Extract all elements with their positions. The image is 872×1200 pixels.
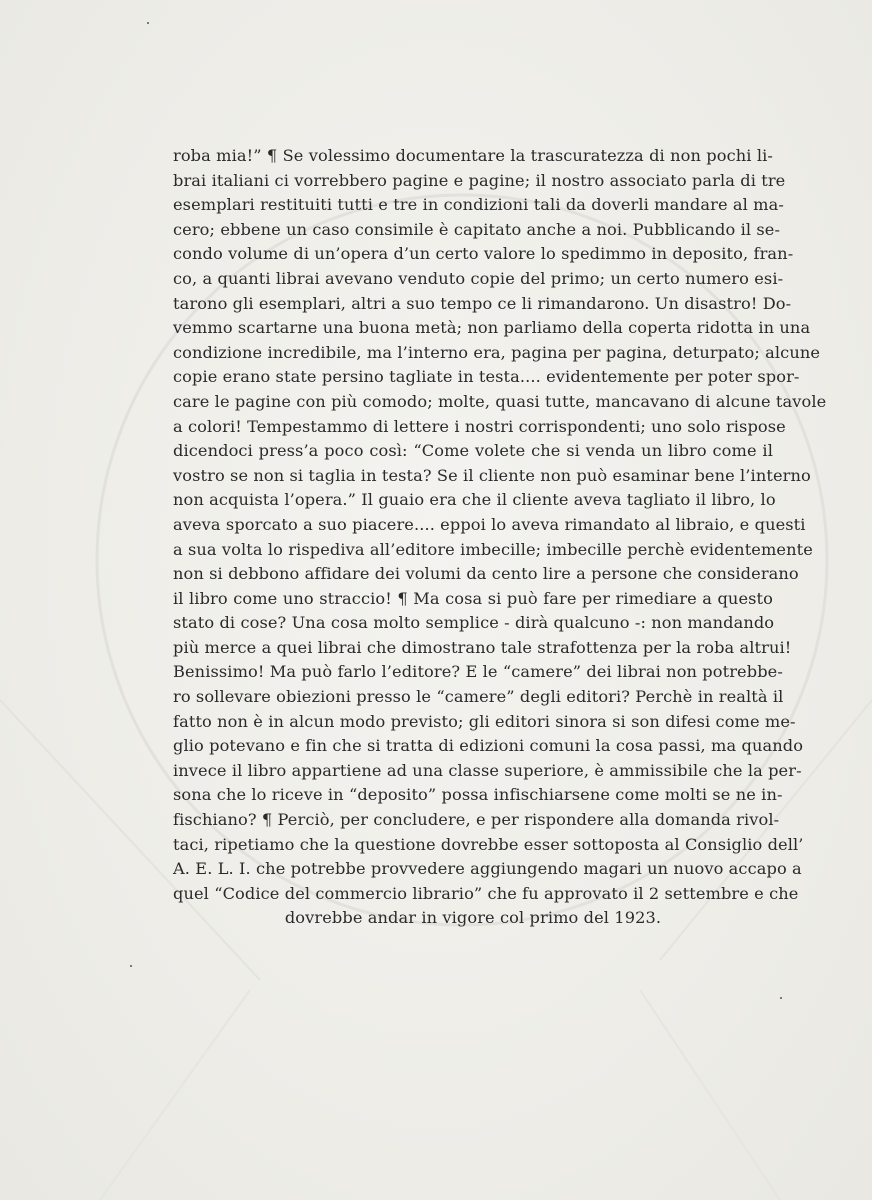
text-line: a colori! Tempestammo di lettere i nostri corrispondenti; uno solo rispose [173, 416, 786, 436]
text-line: fischiano? ¶ Perciò, per concludere, e per rispondere alla domanda rivol- [173, 810, 780, 830]
paper-speck [147, 22, 149, 24]
paper-speck [130, 965, 132, 967]
text-line: fatto non è in alcun modo previsto; gli editori sinora si son difesi come me- [173, 711, 796, 731]
text-line: aveva sporcato a suo piacere.... eppoi lo aveva rimandato al libraio, e questi [173, 514, 806, 534]
text-line: ro sollevare obiezioni presso le “camere” degli editori? Perchè in realtà il [173, 687, 784, 707]
text-line-final: dovrebbe andar in vigore col primo del 1923. [284, 908, 662, 928]
text-line: quel “Codice del commercio librario” che fu approvato il 2 settembre e che [173, 883, 799, 903]
text-line: più merce a quei librai che dimostrano tale strafottenza per la roba altrui! [173, 637, 792, 657]
text-line: Benissimo! Ma può farlo l’editore? E le “camere” dei librai non potrebbe- [173, 662, 783, 682]
text-line: dicendoci press’a poco così: “Come volete che si venda un libro come il [173, 441, 773, 461]
text-line: taci, ripetiamo che la questione dovrebbe esser sottoposta al Consiglio dell’ [173, 834, 804, 854]
text-line: a sua volta lo rispediva all’editore imbecille; imbecille perchè evidentemente [173, 539, 813, 559]
body-text [173, 144, 827, 931]
text-line: vemmo scartarne una buona metà; non parliamo della coperta ridotta in una [173, 318, 811, 338]
text-line: non si debbono affidare dei volumi da cento lire a persone che considerano [173, 564, 799, 584]
text-line: invece il libro appartiene ad una classe superiore, è ammissibile che la per- [173, 760, 802, 780]
text-line: condizione incredibile, ma l’interno era, pagina per pagina, deturpato; alcune [173, 342, 821, 362]
text-line: roba mia!” ¶ Se volessimo documentare la trascuratezza di non pochi li- [173, 146, 773, 165]
text-line: sona che lo riceve in “deposito” possa infischiarsene come molti se ne in- [173, 785, 783, 805]
text-line: tarono gli esemplari, altri a suo tempo ce li rimandarono. Un disastro! Do- [173, 293, 792, 313]
paper-speck [780, 997, 782, 999]
text-line: A. E. L. I. che potrebbe provvedere aggiungendo magari un nuovo accapo a [173, 859, 802, 879]
text-line: non acquista l’opera.” Il guaio era che il cliente aveva tagliato il libro, lo [173, 490, 776, 510]
text-line: stato di cose? Una cosa molto semplice - dirà qualcuno -: non mandando [173, 613, 775, 633]
text-line: esemplari restituiti tutti e tre in condizioni tali da doverli mandare al ma- [173, 195, 784, 215]
text-line: vostro se non si taglia in testa? Se il cliente non può esaminar bene l’interno [173, 465, 811, 485]
text-line: care le pagine con più comodo; molte, quasi tutte, mancavano di alcune tavole [173, 391, 827, 411]
text-line: condo volume di un’opera d’un certo valore lo spedimmo in deposito, fran- [173, 244, 794, 264]
text-line: co, a quanti librai avevano venduto copie del primo; un certo numero esi- [173, 268, 784, 288]
text-line: copie erano state persino tagliate in testa.... evidentemente per poter spor- [173, 367, 800, 387]
text-line: il libro come uno straccio! ¶ Ma cosa si può fare per rimediare a questo [173, 588, 773, 608]
text-line: brai italiani ci vorrebbero pagine e pagine; il nostro associato parla di tre [173, 170, 786, 190]
text-line: cero; ebbene un caso consimile è capitato anche a noi. Pubblicando il se- [173, 219, 781, 239]
text-line: glio potevano e fin che si tratta di edizioni comuni la cosa passi, ma quando [173, 736, 804, 756]
